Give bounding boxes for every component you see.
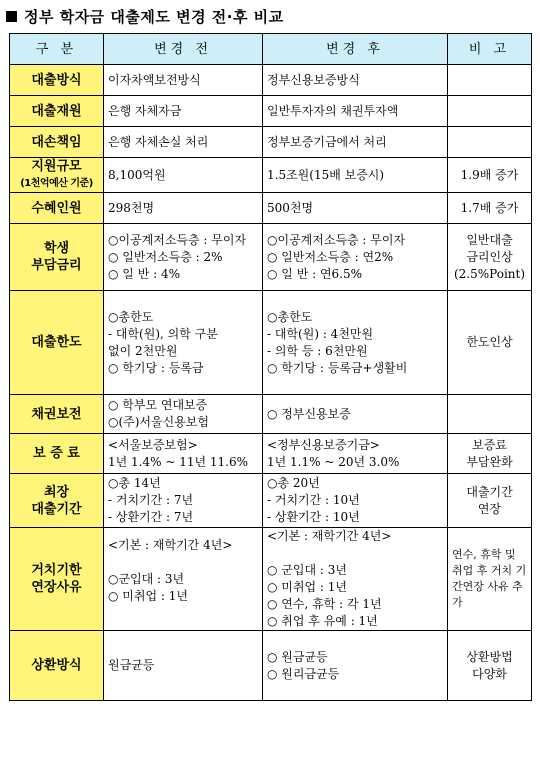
row-label-line: 대손책임 (31, 134, 82, 150)
table-row (10, 96, 532, 127)
cell-line: 정부신용보증방식 (267, 72, 360, 87)
row-label (10, 193, 104, 224)
cell-line: 금리인상 (466, 249, 513, 264)
table-row (10, 434, 532, 474)
note-cell (448, 395, 532, 434)
cell-line: ○ 일반저소득층 : 연2% (267, 249, 394, 264)
cell-line: ○ 미취업 : 1년 (108, 588, 188, 603)
before-cell (104, 65, 263, 96)
before-cell (104, 631, 263, 701)
cell-line: 1년 1.1% ~ 20년 3.0% (267, 454, 400, 469)
row-label (10, 127, 104, 158)
after-cell (263, 158, 448, 193)
cell-line: 원금균등 (108, 658, 155, 672)
note-cell (448, 127, 532, 158)
row-label-line: 보 증 료 (33, 446, 80, 461)
row-label (10, 158, 104, 193)
row-label-line: 대출기간 (31, 501, 82, 517)
cell-line: ○총한도 (108, 309, 154, 324)
after-cell (263, 224, 448, 291)
after-cell (263, 291, 448, 395)
table-row (10, 127, 532, 158)
cell-line: 다양화 (472, 666, 507, 681)
cell-line: ○ 군입대 : 3년 (267, 563, 347, 577)
cell-line: ○ 원금균등 (267, 649, 328, 664)
note-cell (448, 193, 532, 224)
row-label-line: 대출재원 (31, 103, 82, 119)
cell-line: <기본 : 재학기간 4년> (108, 537, 233, 552)
row-label (10, 291, 104, 395)
cell-line: 상환방법 (466, 649, 513, 664)
cell-line: ○총 14년 (108, 476, 161, 490)
table-row (10, 224, 532, 291)
cell-line: ○ 미취업 : 1년 (267, 580, 347, 594)
row-label (10, 528, 104, 631)
cell-line: - 거치기간 : 7년 (108, 493, 194, 507)
note-cell (448, 96, 532, 127)
cell-line: 부담완화 (466, 454, 513, 469)
cell-line: 1.9배 증가 (460, 167, 519, 182)
row-label-line: 대출한도 (31, 335, 82, 350)
table-row (10, 395, 532, 434)
cell-line: ○ 학기당 : 등록금 (108, 360, 204, 375)
table-row (10, 193, 532, 224)
before-cell (104, 224, 263, 291)
before-cell (104, 158, 263, 193)
cell-line: 500천명 (267, 200, 314, 215)
cell-line: 정부보증기금에서 처리 (267, 134, 387, 149)
row-label-line: 연장사유 (31, 580, 82, 595)
table-row (10, 65, 532, 96)
cell-line (108, 605, 258, 622)
row-label-line: (1천억예산 기준) (20, 178, 93, 189)
table-row (10, 291, 532, 395)
cell-line: 일반투자자의 채권투자액 (267, 103, 399, 118)
row-label-line: 대출방식 (31, 72, 82, 88)
cell-line: ○ 연수, 휴학 : 각 1년 (267, 597, 382, 611)
note-cell (448, 474, 532, 528)
before-cell (104, 395, 263, 434)
note-cell (448, 224, 532, 291)
cell-line: ○총 20년 (267, 476, 320, 490)
cell-line (108, 554, 258, 571)
row-label (10, 474, 104, 528)
row-label (10, 631, 104, 701)
cell-line: - 상환기간 : 10년 (267, 510, 360, 524)
cell-line: <기본 : 재학기간 4년> (267, 529, 392, 543)
cell-line: 1.5조원(15배 보증시) (267, 167, 385, 182)
cell-line: ○이공계저소득층 : 무이자 (108, 232, 247, 247)
cell-line: 1년 1.4% ~ 11년 11.6% (108, 454, 249, 469)
row-label-line: 최장 (43, 484, 70, 500)
row-label (10, 395, 104, 434)
before-cell (104, 193, 263, 224)
cell-line: ○ 일 반 : 연6.5% (267, 266, 363, 281)
cell-line: <정부신용보증기금> (267, 437, 380, 452)
note-cell (448, 65, 532, 96)
cell-line: 일반대출 (466, 232, 513, 247)
cell-line: ○ 학기당 : 등록금+생활비 (267, 360, 408, 375)
document-title (6, 5, 284, 27)
cell-line: ○ 원리금균등 (267, 666, 340, 681)
before-cell (104, 291, 263, 395)
cell-line: 1.7배 증가 (460, 200, 519, 215)
row-label-line: 거치기한 (31, 563, 82, 578)
title-text: 정부 학자금 대출제도 변경 전·후 비교 (24, 7, 284, 26)
cell-line (267, 545, 443, 562)
header-before: 변경 전 (104, 34, 263, 65)
cell-line: 연수, 휴학 및 취업 후 거치 기간연장 사유 추가 (452, 548, 527, 609)
row-label-line: 수혜인원 (31, 200, 82, 216)
cell-line: ○ 정부신용보증 (267, 406, 351, 421)
cell-line: - 의학 등 : 6천만원 (267, 343, 368, 358)
header-after: 변경 후 (263, 34, 448, 65)
row-label-line: 학생 (43, 241, 70, 256)
table-row (10, 158, 532, 193)
cell-line: - 거치기간 : 10년 (267, 493, 360, 507)
cell-line: - 대학(원) : 4천만원 (267, 326, 374, 341)
bullet-square-icon (6, 11, 17, 22)
after-cell (263, 193, 448, 224)
cell-line: ○ 학부모 연대보증 (108, 398, 208, 412)
row-label-line: 채권보전 (31, 406, 82, 422)
cell-line: ○ 취업 후 유예 : 1년 (267, 614, 378, 628)
cell-line: ○이공계저소득층 : 무이자 (267, 232, 406, 247)
cell-line: ○ 일 반 : 4% (108, 266, 180, 281)
cell-line: ○(주)서울신용보험 (108, 415, 209, 429)
cell-line: <서울보증보험> (108, 437, 198, 452)
table-row (10, 474, 532, 528)
after-cell (263, 96, 448, 127)
cell-line: 한도인상 (466, 335, 513, 349)
row-label (10, 224, 104, 291)
header-category: 구 분 (10, 34, 104, 65)
note-cell (448, 434, 532, 474)
before-cell (104, 434, 263, 474)
note-cell (448, 631, 532, 701)
cell-line: - 대학(원), 의학 구분 (108, 326, 218, 341)
after-cell (263, 434, 448, 474)
table-row (10, 528, 532, 631)
cell-line: 은행 자체손실 처리 (108, 134, 209, 149)
comparison-table (9, 33, 532, 701)
cell-line: 보증료 (472, 437, 507, 452)
row-label-line: 상환방식 (31, 658, 82, 673)
cell-line: 이자차액보전방식 (108, 72, 201, 87)
after-cell (263, 528, 448, 631)
row-label (10, 96, 104, 127)
after-cell (263, 474, 448, 528)
cell-line: ○ 일반저소득층 : 2% (108, 249, 223, 264)
header-row (10, 34, 532, 65)
after-cell (263, 631, 448, 701)
cell-line: ○총한도 (267, 309, 313, 324)
after-cell (263, 127, 448, 158)
cell-line: 298천명 (108, 200, 155, 215)
row-label (10, 65, 104, 96)
before-cell (104, 96, 263, 127)
note-cell (448, 291, 532, 395)
before-cell (104, 127, 263, 158)
cell-line: ○군입대 : 3년 (108, 571, 185, 586)
row-label-line: 부담금리 (31, 258, 82, 273)
row-label (10, 434, 104, 474)
before-cell (104, 474, 263, 528)
before-cell (104, 528, 263, 631)
cell-line: 없이 2천만원 (108, 343, 178, 358)
row-label-line: 지원규모 (31, 159, 82, 174)
cell-line: - 상환기간 : 7년 (108, 510, 194, 524)
after-cell (263, 65, 448, 96)
cell-line: (2.5%Point) (453, 266, 526, 281)
cell-line: 대출기간 (466, 484, 513, 499)
note-cell (448, 158, 532, 193)
after-cell (263, 395, 448, 434)
header-note: 비 고 (448, 34, 532, 65)
note-cell (448, 528, 532, 631)
table-row (10, 631, 532, 701)
cell-line: 8,100억원 (108, 167, 166, 182)
cell-line: 연장 (477, 501, 502, 516)
cell-line: 은행 자체자금 (108, 103, 182, 118)
